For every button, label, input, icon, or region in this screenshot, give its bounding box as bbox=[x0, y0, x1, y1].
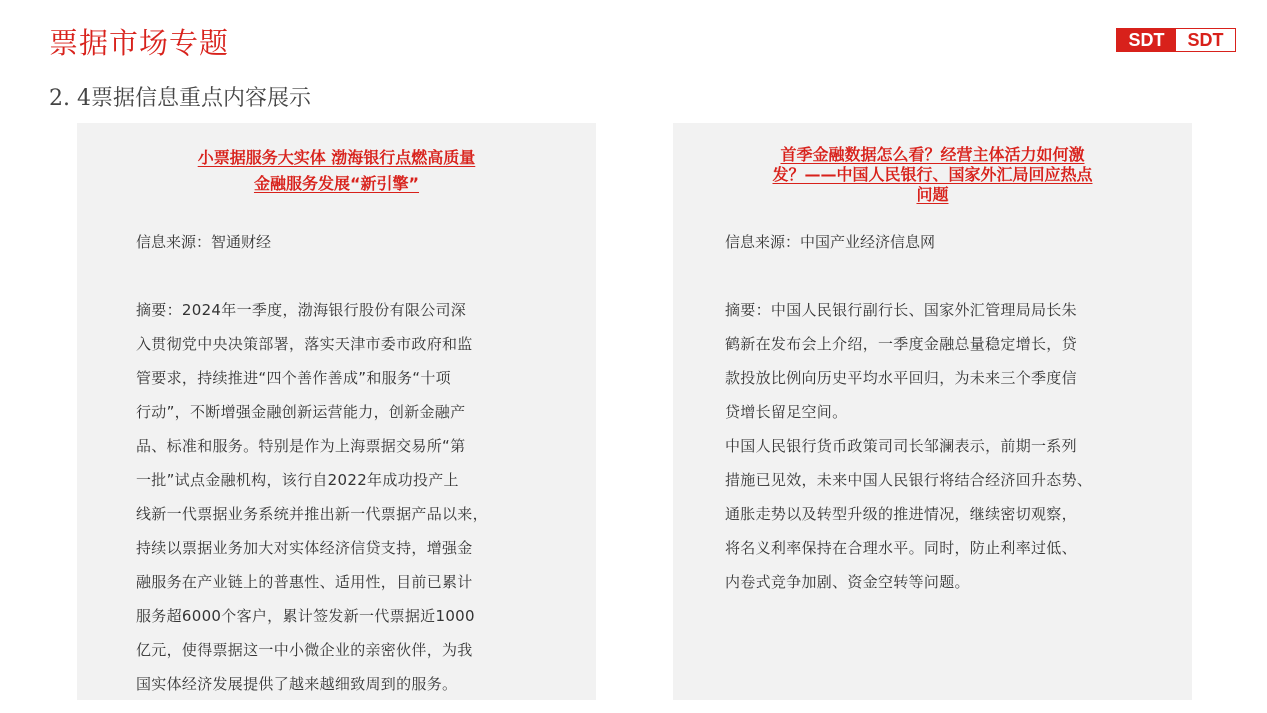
sdt-logo bbox=[1116, 28, 1236, 52]
news-headline[interactable] bbox=[673, 145, 1192, 205]
summary-line: 入贯彻党中央决策部署，落实天津市委市政府和监 bbox=[136, 335, 473, 353]
summary-line: 鹤新在发布会上介绍，一季度金融总量稳定增长，贷 bbox=[725, 335, 1077, 353]
headline-line[interactable]: 问题 bbox=[916, 185, 949, 204]
logo-right-text: SDT bbox=[1176, 29, 1235, 51]
summary-line: 款投放比例向历史平均水平回归，为未来三个季度信 bbox=[725, 369, 1077, 387]
summary-line: 中国人民银行货币政策司司长邹澜表示，前期一系列 bbox=[725, 437, 1077, 455]
summary-line: 摘要：2024年一季度，渤海银行股份有限公司深 bbox=[136, 301, 467, 319]
summary-line: 持续以票据业务加大对实体经济信贷支持，增强金 bbox=[136, 539, 473, 557]
headline-line[interactable]: 发？——中国人民银行、国家外汇局回应热点 bbox=[772, 165, 1093, 184]
news-headline[interactable] bbox=[77, 145, 596, 197]
headline-line[interactable]: 首季金融数据怎么看？经营主体活力如何激 bbox=[780, 145, 1085, 164]
news-summary bbox=[725, 293, 1195, 599]
logo-left-text: SDT bbox=[1117, 29, 1176, 51]
summary-line: 一批”试点金融机构，该行自2022年成功投产上 bbox=[136, 471, 459, 489]
headline-line[interactable]: 金融服务发展“新引擎” bbox=[253, 174, 420, 193]
headline-line[interactable]: 小票据服务大实体 渤海银行点燃高质量 bbox=[197, 148, 476, 167]
summary-line: 管要求，持续推进“四个善作善成”和服务“十项 bbox=[136, 369, 451, 387]
summary-line: 线新一代票据业务系统并推出新一代票据产品以来， bbox=[136, 505, 488, 523]
summary-line: 行动”，不断增强金融创新运营能力，创新金融产 bbox=[136, 403, 466, 421]
summary-line: 服务超6000个客户，累计签发新一代票据近1000 bbox=[136, 607, 475, 625]
summary-line: 融服务在产业链上的普惠性、适用性，目前已累计 bbox=[136, 573, 473, 591]
summary-line: 措施已见效，未来中国人民银行将结合经济回升态势、 bbox=[725, 471, 1093, 489]
summary-line: 品、标准和服务。特别是作为上海票据交易所“第 bbox=[136, 437, 466, 455]
news-source: 信息来源：中国产业经济信息网 bbox=[725, 233, 936, 251]
news-card-pboc bbox=[673, 123, 1192, 700]
summary-line: 将名义利率保持在合理水平。同时，防止利率过低、 bbox=[725, 539, 1077, 557]
news-card-bohai bbox=[77, 123, 596, 700]
summary-line: 摘要：中国人民银行副行长、国家外汇管理局局长朱 bbox=[725, 301, 1077, 319]
summary-line: 亿元，使得票据这一中小微企业的亲密伙伴，为我 bbox=[136, 641, 473, 659]
summary-line: 国实体经济发展提供了越来越细致周到的服务。 bbox=[136, 675, 458, 693]
page-title: 票据市场专题 bbox=[49, 26, 230, 60]
news-summary bbox=[136, 293, 576, 701]
summary-line: 贷增长留足空间。 bbox=[725, 403, 848, 421]
summary-line: 通胀走势以及转型升级的推进情况，继续密切观察， bbox=[725, 505, 1077, 523]
section-title: 2. 4票据信息重点内容展示 bbox=[49, 86, 311, 111]
summary-line: 内卷式竞争加剧、资金空转等问题。 bbox=[725, 573, 970, 591]
news-source: 信息来源：智通财经 bbox=[136, 233, 272, 251]
